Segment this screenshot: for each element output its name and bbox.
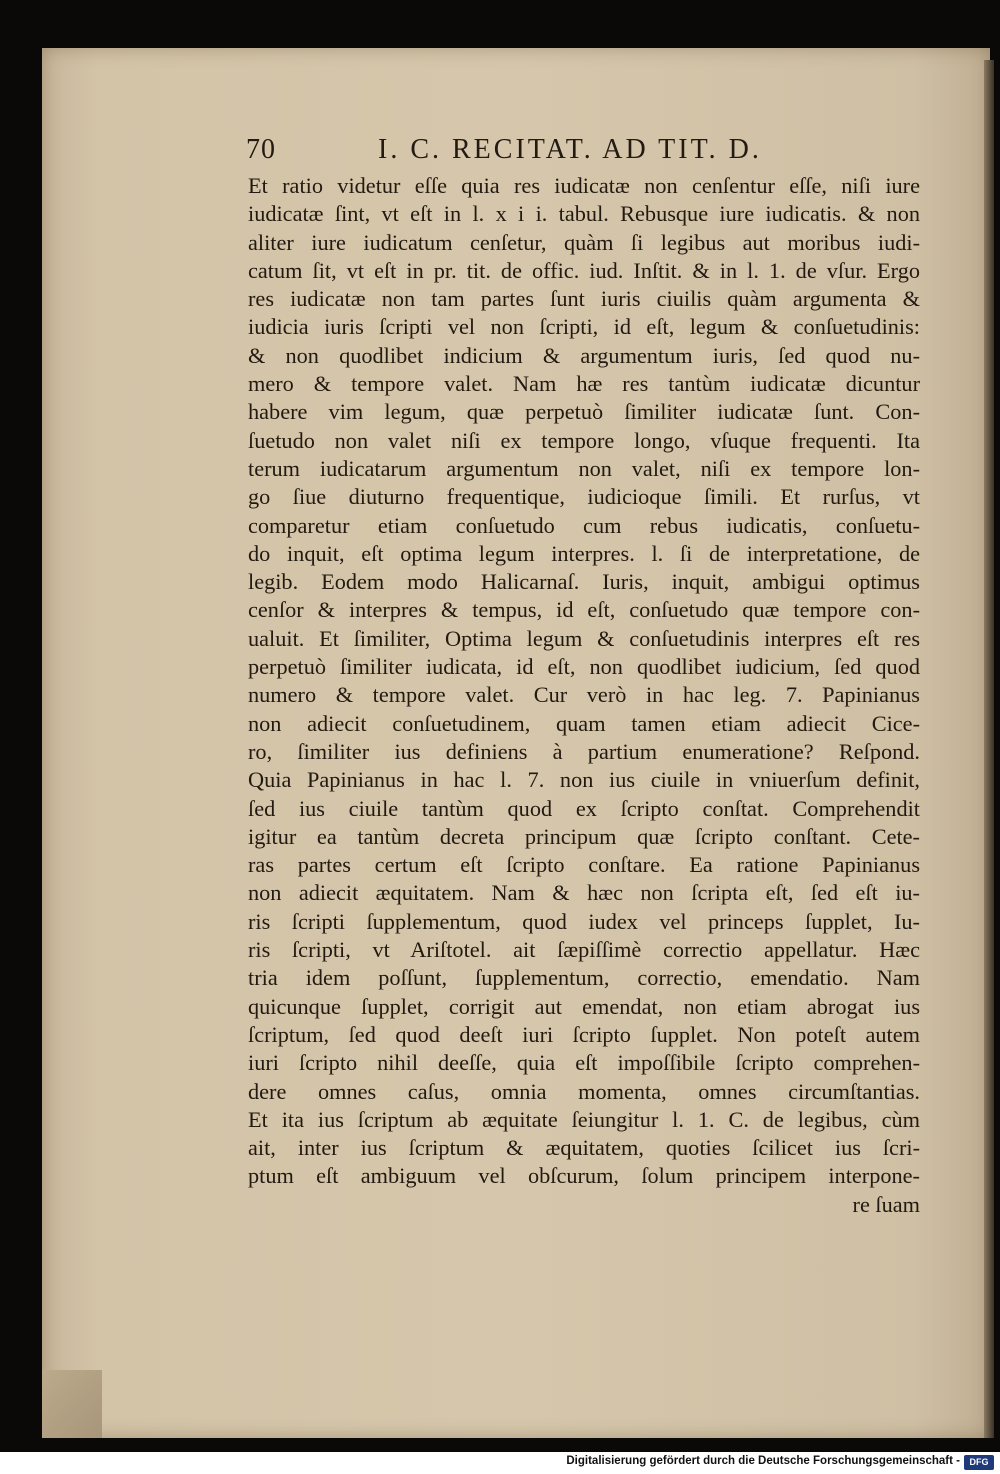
text-line: comparetur etiam conſuetudo cum rebus iudicatis, conſuetu- xyxy=(248,512,920,538)
page-corner-fold xyxy=(42,1370,102,1438)
text-line: Et ratio videtur eſſe quia res iudicatæ non cenſentur eſſe, niſi iure xyxy=(248,173,920,198)
text-line: Et ita ius ſcriptum ab æquitate ſeiungitur l. 1. C. de legibus, cùm xyxy=(248,1106,920,1132)
text-line: non adiecit conſuetudinem, quam tamen etiam adiecit Cice- xyxy=(248,710,920,736)
text-line: ſcriptum, ſed quod deeſt iuri ſcripto ſupplet. Non poteſt autem xyxy=(248,1021,920,1047)
text-line: habere vim legum, quæ perpetuò ſimiliter iudicatæ ſunt. Con- xyxy=(248,399,920,425)
text-line: ris ſcripti, vt Ariſtotel. ait ſæpiſſimè correctio appellatur. Hæc xyxy=(248,937,920,963)
text-line: catum ſit, vt eſt in pr. tit. de offic. iud. Inſtit. & in l. 1. de vſur. Ergo xyxy=(248,257,920,283)
page-edge xyxy=(984,60,994,1438)
text-line: iudicia iuris ſcripti vel non ſcripti, id eſt, legum & conſuetudinis: xyxy=(248,314,920,340)
text-line: ſuetudo non valet niſi ex tempore longo, vſuque frequenti. Ita xyxy=(248,427,920,453)
text-line: ro, ſimiliter ius definiens à partium enumeratione? Reſpond. xyxy=(248,738,920,764)
text-line: dere omnes caſus, omnia momenta, omnes circumſtantias. xyxy=(248,1078,920,1104)
page-number: 70 xyxy=(246,134,276,165)
text-line: ris ſcripti ſupplementum, quod iudex vel princeps ſupplet, Iu- xyxy=(248,908,920,934)
text-line: quicunque ſupplet, corrigit aut emendat, non etiam abrogat ius xyxy=(248,993,920,1019)
footer-credit: Digitalisierung gefördert durch die Deutsche Forschungsgemeinschaft - xyxy=(566,1455,960,1467)
text-line: go ſiue diuturno frequentique, iudicioque ſimili. Et rurſus, vt xyxy=(248,484,920,510)
running-head xyxy=(246,134,806,174)
text-line: igitur ea tantùm decreta principum quæ ſcripto conſtant. Cete- xyxy=(248,823,920,849)
text-line: ualuit. Et ſimiliter, Optima legum & conſuetudinis interpres eſt res xyxy=(248,625,920,651)
text-line: tria idem poſſunt, ſupplementum, correctio, emendatio. Nam xyxy=(248,965,920,991)
text-line: & non quodlibet indicium & argumentum iuris, ſed quod nu- xyxy=(248,342,920,368)
body-text xyxy=(248,172,920,1219)
text-line: mero & tempore valet. Nam hæ res tantùm iudicatæ dicuntur xyxy=(248,371,920,397)
text-line: ſed ius ciuile tantùm quod ex ſcripto conſtat. Comprehendit xyxy=(248,795,920,821)
text-line: terum iudicatarum argumentum non valet, niſi ex tempore lon- xyxy=(248,455,920,481)
text-line: legib. Eodem modo Halicarnaſ. Iuris, inquit, ambigui optimus xyxy=(248,569,920,595)
text-line: ras partes certum eſt ſcripto conſtare. Ea ratione Papinianus xyxy=(248,852,920,878)
text-line: iudicatæ ſint, vt eſt in l. x i i. tabul. Rebusque iure iudicatis. & non xyxy=(248,201,920,227)
text-line: non adiecit æquitatem. Nam & hæc non ſcripta eſt, ſed eſt iu- xyxy=(248,880,920,906)
text-line: res iudicatæ non tam partes ſunt iuris ciuilis quàm argumenta & xyxy=(248,286,920,312)
text-line: iuri ſcripto nihil deeſſe, quia eſt impoſſibile ſcripto comprehen- xyxy=(248,1050,920,1076)
text-line: perpetuò ſimiliter iudicata, id eſt, non quodlibet iudicium, ſed quod xyxy=(248,654,920,680)
text-line: do inquit, eſt optima legum interpres. l. ſi de interpretatione, de xyxy=(248,540,920,566)
text-line: ptum eſt ambiguum vel obſcurum, ſolum principem interpone- xyxy=(248,1163,920,1189)
digitization-footer xyxy=(0,1452,1000,1474)
text-line: re ſuam xyxy=(852,1191,920,1217)
dfg-logo: DFG xyxy=(964,1455,994,1470)
running-head-title: I. C. RECITAT. AD TIT. D. xyxy=(378,134,762,165)
text-line: cenſor & interpres & tempus, id eſt, conſuetudo quæ tempore con- xyxy=(248,597,920,623)
text-line: Quia Papinianus in hac l. 7. non ius ciuile in vniuerſum definit, xyxy=(248,767,920,793)
text-line: numero & tempore valet. Cur verò in hac leg. 7. Papinianus xyxy=(248,682,920,708)
text-line: aliter iure iudicatum cenſetur, quàm ſi legibus aut moribus iudi- xyxy=(248,229,920,255)
text-line: ait, inter ius ſcriptum & æquitatem, quoties ſcilicet ius ſcri- xyxy=(248,1135,920,1161)
